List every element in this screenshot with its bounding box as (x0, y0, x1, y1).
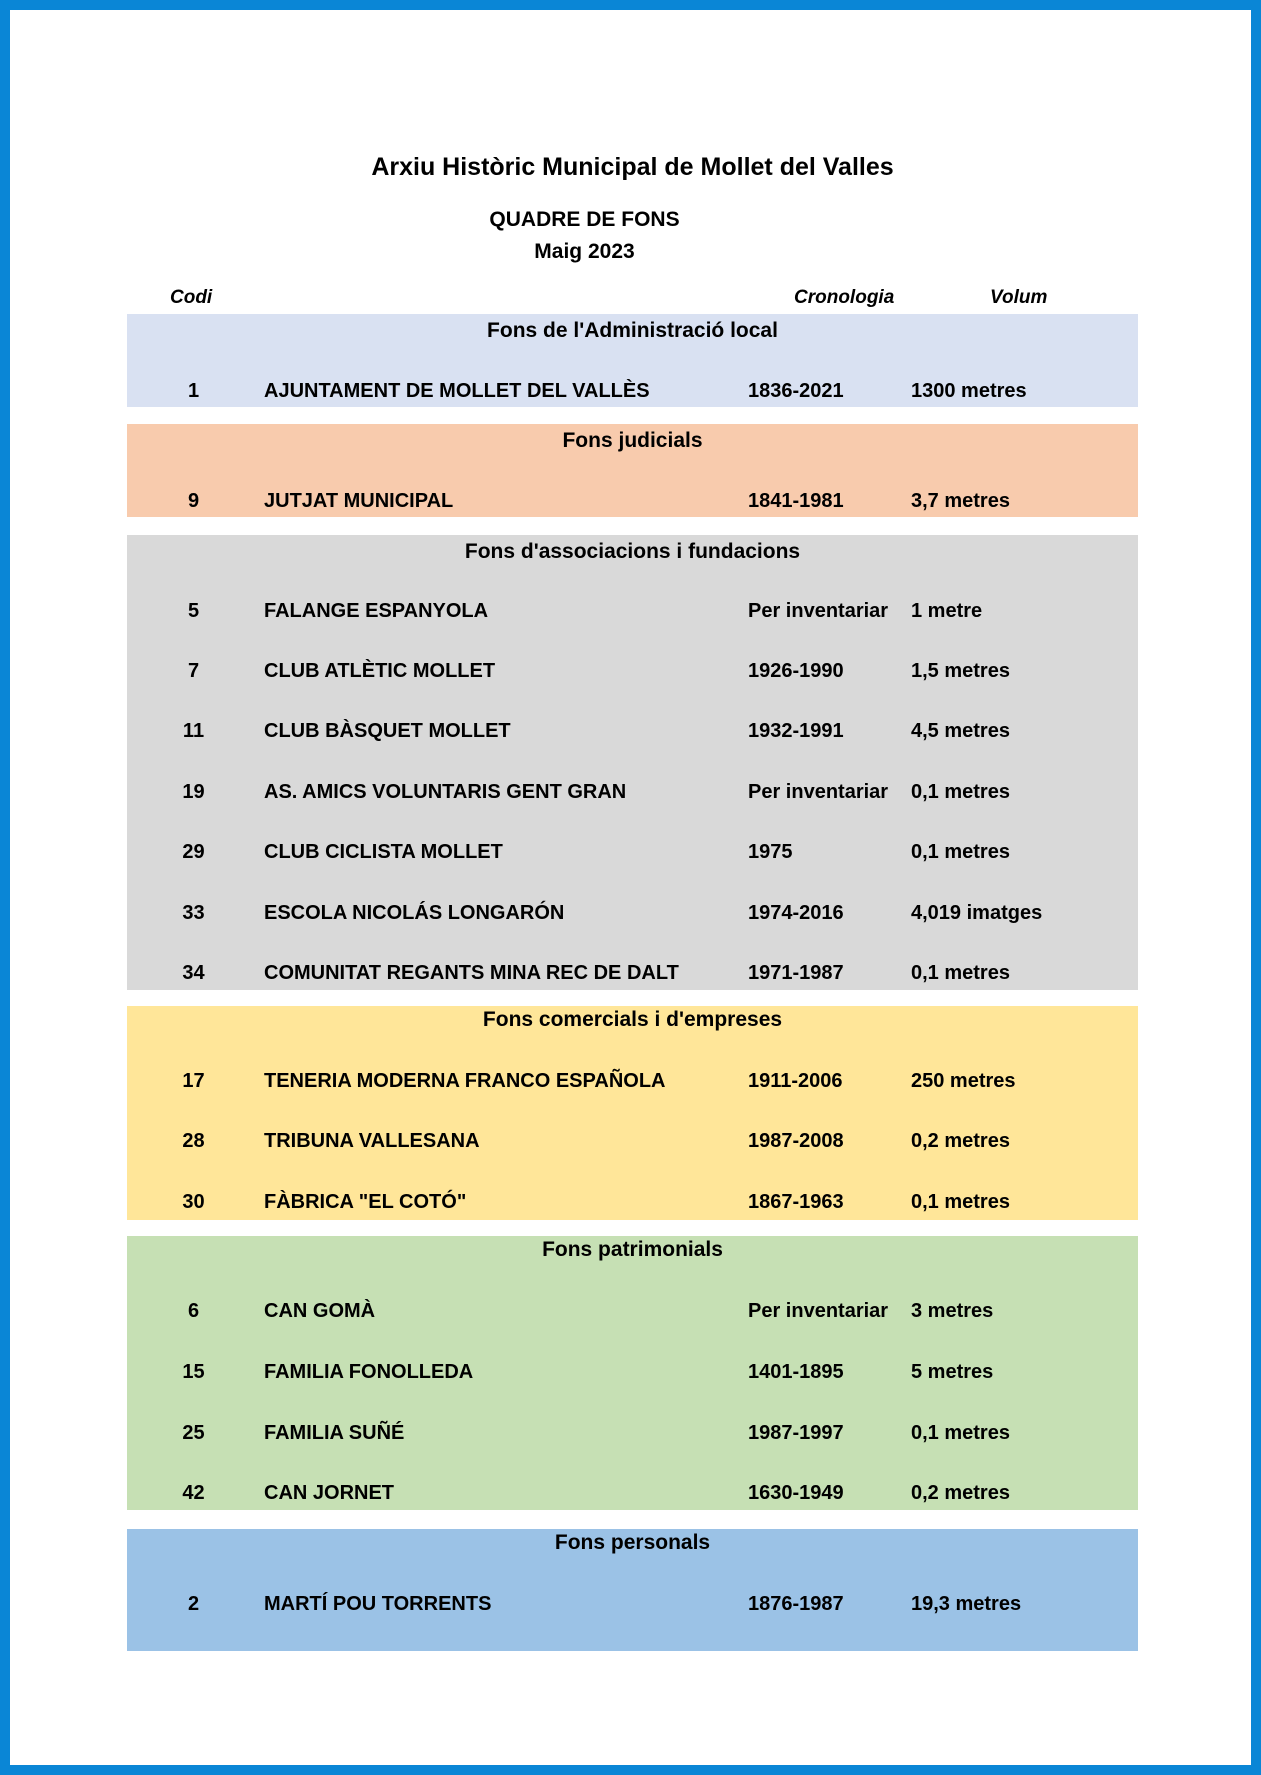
row-name: CLUB BÀSQUET MOLLET (264, 720, 511, 742)
row-name: COMUNITAT REGANTS MINA REC DE DALT (264, 962, 679, 984)
row-code: 5 (187, 600, 200, 622)
row-chronology: 1876-1987 (748, 1593, 844, 1615)
row-chronology: 1932-1991 (748, 720, 844, 742)
row-code: 19 (182, 781, 205, 803)
row-code: 7 (187, 660, 200, 682)
row-code: 34 (182, 962, 205, 984)
row-name: FAMILIA FONOLLEDA (264, 1361, 474, 1383)
document-date: Maig 2023 (534, 240, 635, 263)
row-chronology: 1867-1963 (748, 1191, 844, 1213)
column-header-chronology: Cronologia (794, 287, 895, 308)
row-code: 28 (182, 1130, 205, 1152)
row-volume: 1 metre (911, 600, 983, 622)
row-name: CAN JORNET (264, 1482, 395, 1504)
row-volume: 250 metres (911, 1070, 1016, 1092)
section-title: Fons comercials i d'empreses (482, 1008, 783, 1031)
row-name: FÀBRICA "EL COTÓ" (264, 1191, 467, 1213)
section-patrimonials (127, 1236, 1138, 1510)
row-code: 6 (187, 1300, 200, 1322)
row-volume: 5 metres (911, 1361, 994, 1383)
row-name: FALANGE ESPANYOLA (264, 600, 489, 622)
row-chronology: 1987-2008 (748, 1130, 844, 1152)
row-chronology: Per inventariar (748, 600, 889, 622)
column-header-code: Codi (170, 287, 213, 308)
document-title: Arxiu Històric Municipal de Mollet del Valles (371, 153, 894, 181)
row-volume: 3 metres (911, 1300, 994, 1322)
row-volume: 0,2 metres (911, 1482, 1010, 1504)
section-associacions (127, 535, 1138, 990)
column-header-volume: Volum (990, 287, 1048, 308)
row-volume: 3,7 metres (911, 490, 1010, 512)
row-name: CLUB CICLISTA MOLLET (264, 841, 503, 863)
row-chronology: 1975 (748, 841, 793, 863)
row-name: ESCOLA NICOLÁS LONGARÓN (264, 902, 565, 924)
section-personals (127, 1529, 1138, 1651)
document-subtitle: QUADRE DE FONS (489, 208, 680, 231)
row-code: 15 (182, 1361, 205, 1383)
row-name: CAN GOMÀ (264, 1300, 376, 1322)
section-title: Fons judicials (562, 429, 703, 452)
row-volume: 0,1 metres (911, 962, 1010, 984)
row-name: AS. AMICS VOLUNTARIS GENT GRAN (264, 781, 627, 803)
row-code: 9 (187, 490, 200, 512)
row-volume: 0,1 metres (911, 1191, 1010, 1213)
row-code: 2 (187, 1593, 200, 1615)
row-chronology: Per inventariar (748, 1300, 889, 1322)
row-code: 25 (182, 1422, 205, 1444)
row-name: CLUB ATLÈTIC MOLLET (264, 660, 496, 682)
section-title: Fons de l'Administració local (487, 319, 778, 342)
row-code: 30 (182, 1191, 205, 1213)
row-chronology: 1926-1990 (748, 660, 844, 682)
row-name: TENERIA MODERNA FRANCO ESPAÑOLA (264, 1070, 666, 1092)
row-code: 1 (187, 380, 200, 402)
section-comercials (127, 1006, 1138, 1220)
section-title: Fons patrimonials (542, 1238, 723, 1261)
row-code: 42 (182, 1482, 205, 1504)
row-code: 11 (182, 720, 205, 742)
row-name: AJUNTAMENT DE MOLLET DEL VALLÈS (264, 380, 650, 402)
row-volume: 0,1 metres (911, 781, 1010, 803)
row-name: TRIBUNA VALLESANA (264, 1130, 480, 1152)
row-volume: 0,1 metres (911, 1422, 1010, 1444)
row-chronology: 1841-1981 (748, 490, 844, 512)
row-chronology: 1911-2006 (748, 1070, 843, 1092)
row-chronology: Per inventariar (748, 781, 889, 803)
row-code: 17 (182, 1070, 205, 1092)
row-chronology: 1987-1997 (748, 1422, 844, 1444)
row-volume: 4,5 metres (911, 720, 1010, 742)
row-name: MARTÍ POU TORRENTS (264, 1593, 492, 1615)
row-name: JUTJAT MUNICIPAL (264, 490, 454, 512)
section-title: Fons d'associacions i fundacions (464, 540, 801, 563)
row-chronology: 1401-1895 (748, 1361, 844, 1383)
row-volume: 1,5 metres (911, 660, 1010, 682)
row-volume: 19,3 metres (911, 1593, 1022, 1615)
row-chronology: 1974-2016 (748, 902, 844, 924)
section-title: Fons personals (554, 1531, 711, 1554)
row-volume: 4,019 imatges (911, 902, 1043, 924)
row-volume: 0,2 metres (911, 1130, 1010, 1152)
section-admin-local (127, 314, 1138, 407)
section-judicials (127, 424, 1138, 517)
row-chronology: 1836-2021 (748, 380, 844, 402)
row-code: 29 (182, 841, 205, 863)
row-chronology: 1971-1987 (748, 962, 844, 984)
row-volume: 1300 metres (911, 380, 1027, 402)
row-chronology: 1630-1949 (748, 1482, 844, 1504)
row-name: FAMILIA SUÑÉ (264, 1422, 405, 1444)
row-volume: 0,1 metres (911, 841, 1010, 863)
row-code: 33 (182, 902, 205, 924)
